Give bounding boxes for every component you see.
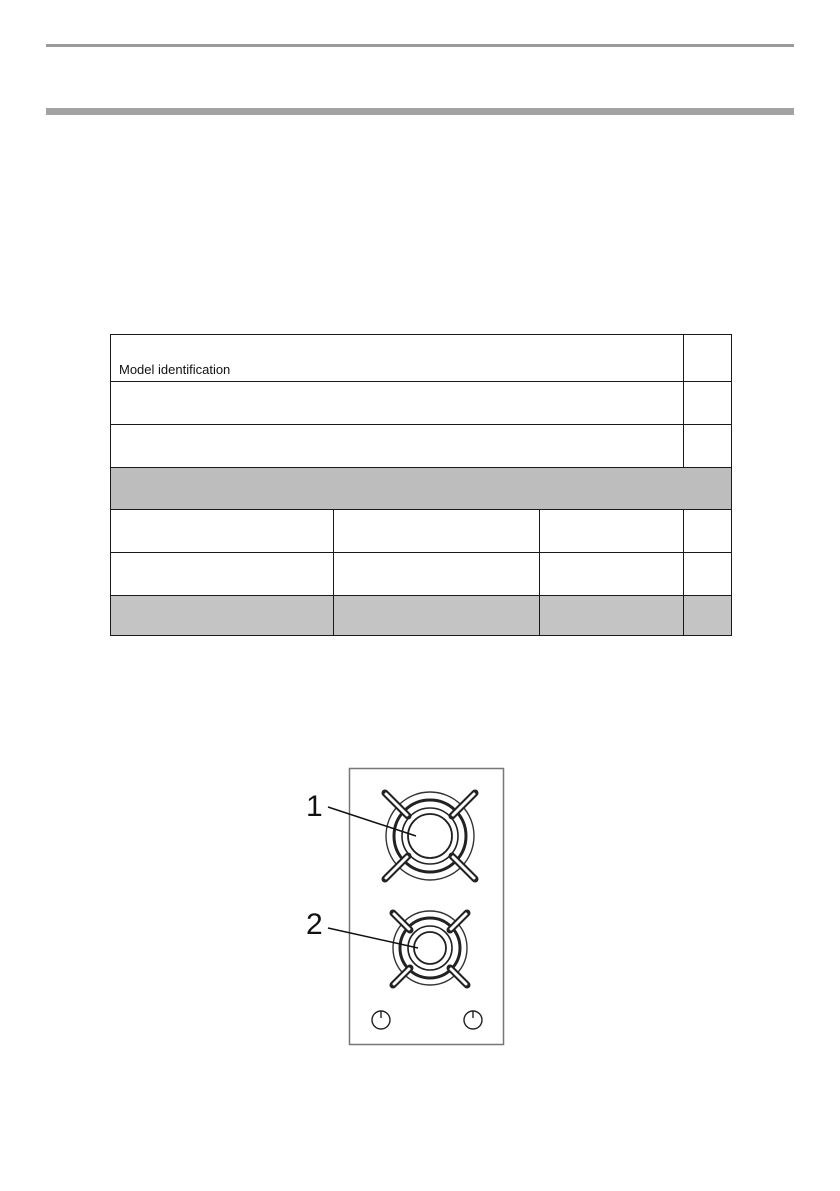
callout-2-label: 2 — [306, 908, 323, 941]
hob-diagram — [300, 764, 510, 1048]
callout-1-label: 1 — [306, 790, 323, 823]
table-row — [111, 425, 732, 468]
table-cell — [684, 596, 732, 636]
table-cell — [111, 468, 732, 510]
hob-drawing — [300, 764, 510, 1048]
table-cell — [111, 382, 684, 425]
table-row — [111, 335, 732, 382]
table-cell — [334, 596, 540, 636]
control-knob-right-icon — [464, 1011, 482, 1029]
specification-table — [110, 334, 732, 636]
table-cell — [111, 553, 334, 596]
table-row — [111, 553, 732, 596]
model-identification-value — [684, 335, 732, 382]
table-section-band — [111, 468, 732, 510]
table-cell — [111, 425, 684, 468]
table-row — [111, 596, 732, 636]
table-cell — [334, 553, 540, 596]
table-row — [111, 510, 732, 553]
header-rule — [46, 44, 794, 47]
table-cell — [684, 510, 732, 553]
table-cell — [540, 596, 684, 636]
model-identification-label: Model identification — [111, 335, 684, 382]
table-cell — [111, 510, 334, 553]
table-cell — [684, 425, 732, 468]
control-knob-left-icon — [372, 1011, 390, 1029]
section-rule — [46, 108, 794, 115]
table-cell — [684, 553, 732, 596]
table-cell — [111, 596, 334, 636]
table-cell — [540, 510, 684, 553]
hob-panel — [350, 769, 504, 1045]
table-cell — [684, 382, 732, 425]
table-cell — [540, 553, 684, 596]
table-row — [111, 382, 732, 425]
table-cell — [334, 510, 540, 553]
